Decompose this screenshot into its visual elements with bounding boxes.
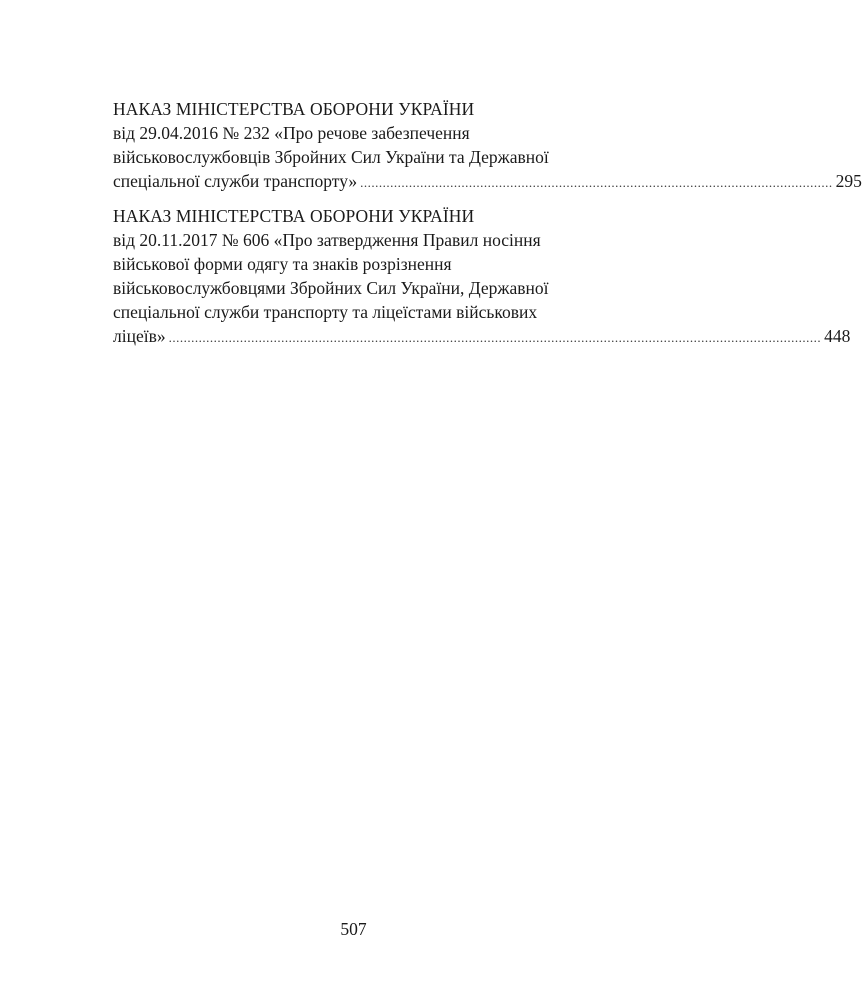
toc-entry-1 [113,97,862,195]
toc-entry-line: спеціальної служби транспорту» [113,171,358,191]
toc-entry-line: військовослужбовців Збройних Сил України та Державної [113,147,549,167]
toc-entry-last-line [113,324,851,350]
toc-entry-heading: НАКАЗ МІНІСТЕРСТВА ОБОРОНИ УКРАЇНИ [113,206,475,226]
toc-entry-heading: НАКАЗ МІНІСТЕРСТВА ОБОРОНИ УКРАЇНИ [113,99,475,119]
toc-entry-line: від 20.11.2017 № 606 «Про затвердження Правил носіння [113,230,541,250]
toc-entry-2 [113,204,851,350]
table-of-contents [113,97,862,359]
toc-entry-line: ліцеїв» [113,326,166,346]
toc-entry-last-line [113,169,862,195]
dot-leader: .............................................................................................................................. [360,175,833,190]
toc-entry-page-number: 448 [824,326,851,346]
toc-entry-line: спеціальної служби транспорту та ліцеїстами військових [113,302,538,322]
toc-entry-line: військовослужбовцями Збройних Сил України, Державної [113,278,549,298]
dot-leader: .............................................................................................................................................................................. [168,330,822,345]
page-number: 507 [340,919,367,939]
toc-entry-line: військової форми одягу та знаків розрізнення [113,254,452,274]
toc-entry-page-number: 295 [835,171,862,191]
toc-entry-line: від 29.04.2016 № 232 «Про речове забезпечення [113,123,470,143]
